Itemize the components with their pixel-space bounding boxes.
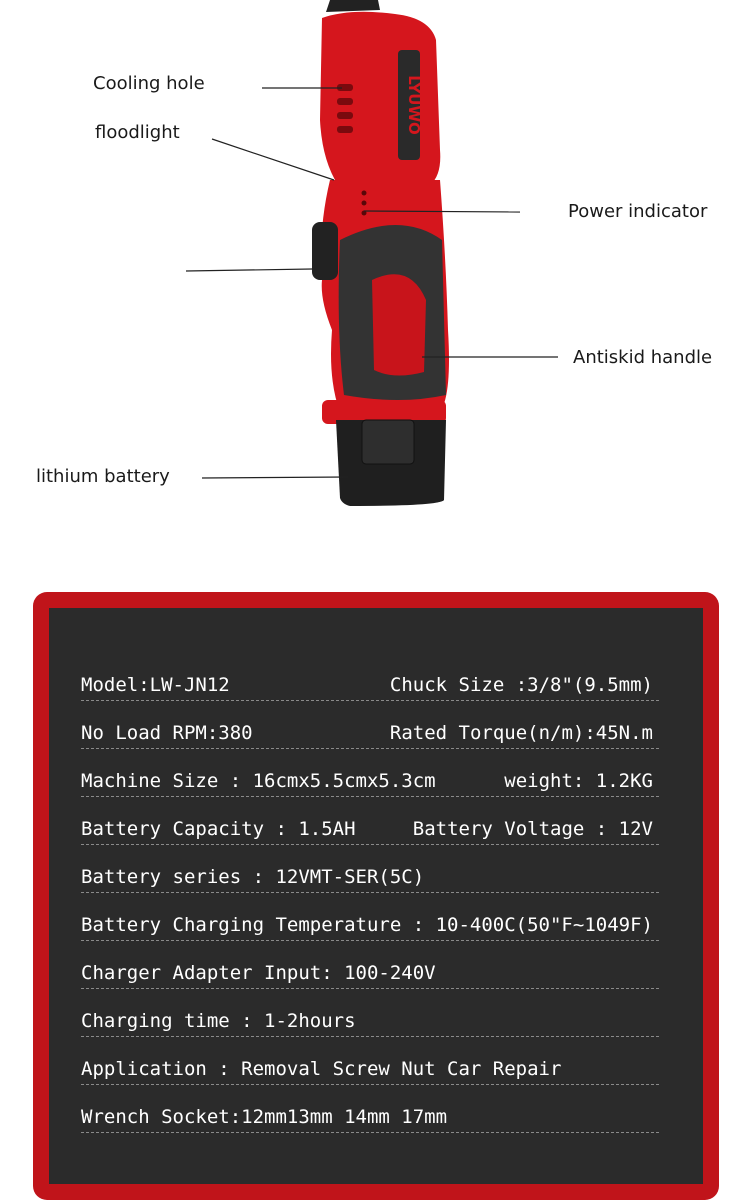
- spec-row: [81, 958, 659, 989]
- spec-row: [81, 766, 659, 797]
- spec-left: Charging time : 1-2hours: [81, 1010, 356, 1032]
- grip-accent: [372, 274, 426, 375]
- spec-left: Model:LW-JN12: [81, 674, 230, 696]
- spec-right: Chuck Size :3/8"(9.5mm): [389, 674, 653, 696]
- spec-row: [81, 1006, 659, 1037]
- spec-left: Machine Size : 16cmx5.5cmx5.3cm: [81, 770, 436, 792]
- spec-left: Application : Removal Screw Nut Car Repair: [81, 1058, 562, 1080]
- power-indicator-leds: [362, 191, 367, 216]
- spec-row: [81, 670, 659, 701]
- spec-row: [81, 910, 659, 941]
- callout-floodlight: floodlight: [95, 122, 180, 143]
- spec-left: Battery Charging Temperature : 10-400C(50"F~1049F): [81, 914, 653, 936]
- callout-cooling-hole: Cooling hole: [93, 73, 205, 94]
- callout-antiskid-handle: Antiskid handle: [573, 347, 713, 368]
- spec-right: Rated Torque(n/m):45N.m: [389, 722, 653, 744]
- specification-panel: [33, 592, 719, 1200]
- callout-power-indicator: Power indicator: [568, 201, 708, 222]
- spec-right: weight: 1.2KG: [504, 770, 653, 792]
- spec-row: [81, 1054, 659, 1085]
- product-diagram: [0, 0, 750, 560]
- spec-row: [81, 718, 659, 749]
- spec-left: Battery Capacity : 1.5AH: [81, 818, 356, 840]
- battery-latch: [362, 420, 414, 464]
- spec-left: Wrench Socket:12mm13mm 14mm 17mm: [81, 1106, 448, 1128]
- spec-right: Battery Voltage : 12V: [412, 818, 653, 840]
- specification-board: [49, 608, 703, 1184]
- callout-lithium-battery: lithium battery: [36, 466, 170, 487]
- spec-left: Charger Adapter Input: 100-240V: [81, 962, 436, 984]
- spec-row: [81, 814, 659, 845]
- spec-row: [81, 862, 659, 893]
- brand-logo: LYUWO: [405, 75, 423, 135]
- spec-left: No Load RPM:380: [81, 722, 253, 744]
- trigger-switch: [312, 222, 338, 280]
- ratchet-neck: [326, 0, 380, 12]
- spec-row: [81, 1102, 659, 1133]
- spec-left: Battery series : 12VMT-SER(5C): [81, 866, 425, 888]
